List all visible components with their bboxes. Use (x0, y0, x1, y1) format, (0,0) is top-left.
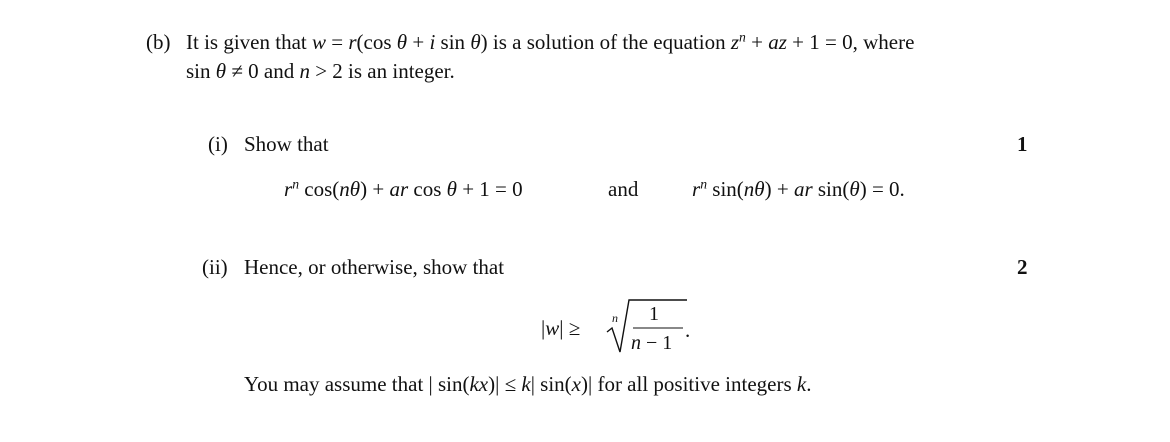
fraction-denominator: n − 1 (631, 332, 673, 354)
part-b-line-2: sin θ ≠ 0 and n > 2 is an integer. (186, 59, 455, 83)
part-ii-label: (ii) (202, 255, 228, 279)
fraction-numerator: 1 (649, 303, 659, 325)
part-i-marks: 1 (1017, 132, 1028, 156)
and-connector: and (608, 177, 639, 201)
part-ii-prompt: Hence, or otherwise, show that (244, 255, 505, 279)
part-ii-marks: 2 (1017, 255, 1028, 279)
inequality-lhs: |w| ≥ (541, 316, 581, 340)
part-b-line-1: It is given that w = r(cos θ + i sin θ) is a solution of the equation $z^n$ + az + 1 = 0, where (186, 29, 915, 54)
nth-root-expression (605, 298, 695, 358)
assumption-note: You may assume that | sin(kx)| ≤ k| sin(x)| for all positive integers k. (244, 372, 812, 396)
period: . (685, 318, 691, 342)
root-index: n (612, 311, 618, 325)
part-b-label: (b) (146, 30, 171, 54)
part-i-label: (i) (208, 132, 228, 156)
equation-cos: $r^n$ cos(nθ) + ar cos θ + 1 = 0 (284, 176, 523, 201)
part-i-prompt: Show that (244, 132, 329, 156)
equation-sin: $r^n$ sin(nθ) + ar sin(θ) = 0. (692, 176, 905, 201)
